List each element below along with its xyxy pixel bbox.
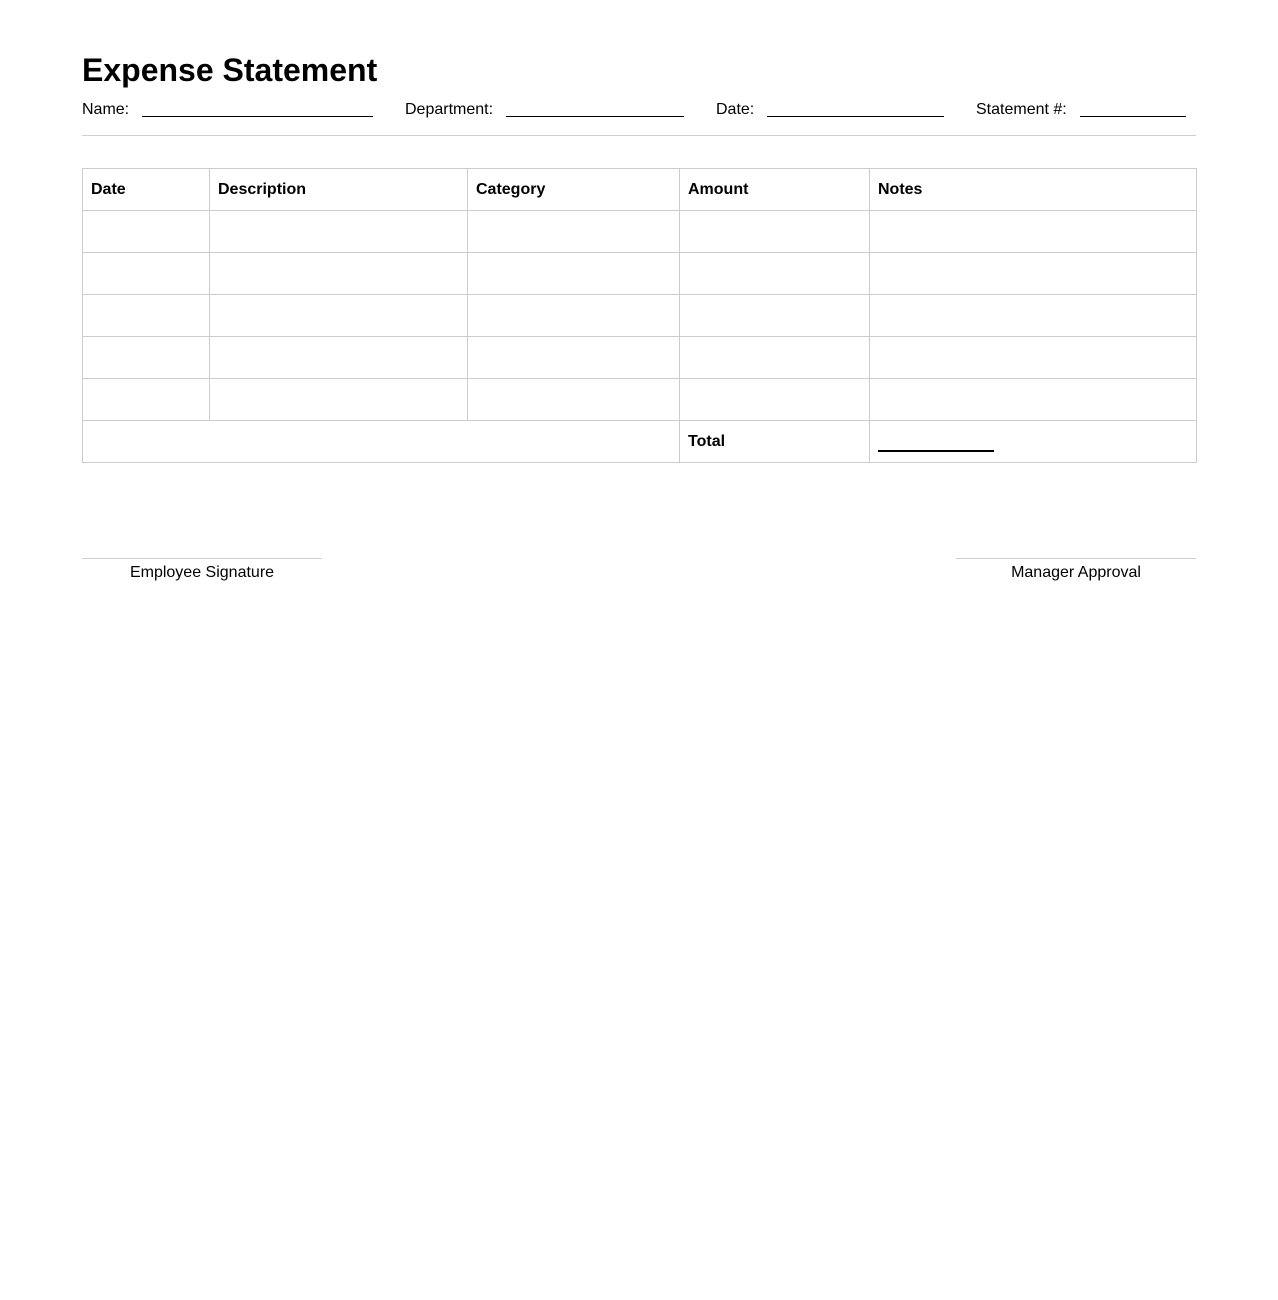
cell-amount[interactable]: [680, 337, 870, 379]
total-label: Total: [680, 421, 870, 463]
cell-category[interactable]: [468, 211, 680, 253]
cell-description[interactable]: [210, 337, 468, 379]
employee-signature-label: Employee Signature: [129, 564, 275, 581]
statement-number-label: Statement #:: [976, 101, 1067, 118]
total-row: [83, 421, 1197, 463]
column-header-notes: Notes: [870, 169, 1197, 211]
expense-table: [82, 168, 1197, 463]
cell-notes[interactable]: [870, 295, 1197, 337]
cell-category[interactable]: [468, 253, 680, 295]
table-row: [83, 253, 1197, 295]
column-header-amount: Amount: [680, 169, 870, 211]
column-header-description: Description: [210, 169, 468, 211]
cell-date[interactable]: [83, 295, 210, 337]
cell-notes[interactable]: [870, 337, 1197, 379]
date-field[interactable]: [767, 116, 944, 117]
table-header-row: [83, 169, 1197, 211]
table-row: [83, 379, 1197, 421]
manager-approval-label: Manager Approval: [1011, 564, 1141, 581]
cell-date[interactable]: [83, 379, 210, 421]
total-spacer-cell: [83, 421, 680, 463]
column-header-date: Date: [83, 169, 210, 211]
table-row: [83, 295, 1197, 337]
cell-description[interactable]: [210, 379, 468, 421]
cell-notes[interactable]: [870, 211, 1197, 253]
statement-number-field[interactable]: [1080, 116, 1186, 117]
cell-category[interactable]: [468, 337, 680, 379]
employee-signature-line[interactable]: [82, 558, 322, 583]
column-header-category: Category: [468, 169, 680, 211]
total-value-field[interactable]: [878, 450, 994, 452]
manager-approval-line[interactable]: [956, 558, 1196, 583]
cell-amount[interactable]: [680, 295, 870, 337]
cell-description[interactable]: [210, 295, 468, 337]
cell-description[interactable]: [210, 253, 468, 295]
total-value-cell[interactable]: [870, 421, 1197, 463]
header-divider: [82, 135, 1196, 136]
cell-amount[interactable]: [680, 211, 870, 253]
department-field[interactable]: [506, 116, 684, 117]
date-label: Date:: [716, 101, 755, 118]
cell-amount[interactable]: [680, 379, 870, 421]
cell-amount[interactable]: [680, 253, 870, 295]
cell-date[interactable]: [83, 253, 210, 295]
name-label: Name:: [82, 101, 130, 118]
department-label: Department:: [405, 101, 494, 118]
page-title: Expense Statement: [82, 52, 378, 88]
cell-notes[interactable]: [870, 253, 1197, 295]
cell-notes[interactable]: [870, 379, 1197, 421]
cell-description[interactable]: [210, 211, 468, 253]
cell-category[interactable]: [468, 295, 680, 337]
meta-fields-row: [82, 99, 1196, 121]
cell-date[interactable]: [83, 211, 210, 253]
table-row: [83, 211, 1197, 253]
cell-date[interactable]: [83, 337, 210, 379]
name-field[interactable]: [142, 116, 373, 117]
cell-category[interactable]: [468, 379, 680, 421]
table-row: [83, 337, 1197, 379]
